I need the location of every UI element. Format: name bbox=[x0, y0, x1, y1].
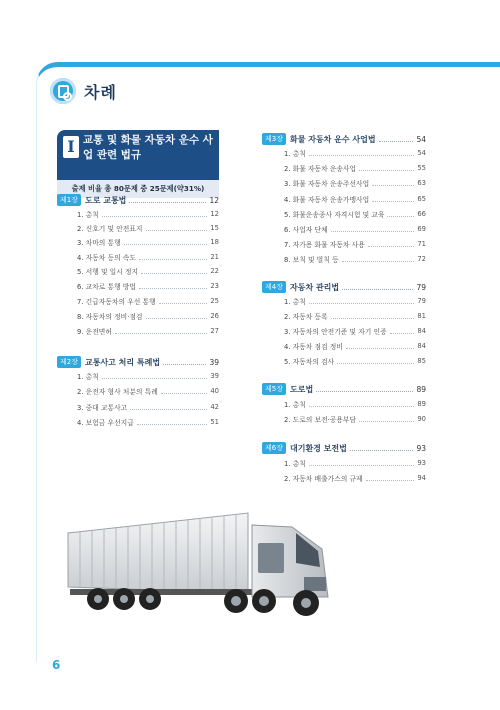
entry-page: 94 bbox=[417, 474, 426, 482]
entry-title: 7. 긴급자동차의 우선 통행 bbox=[77, 298, 156, 306]
entry-title: 1. 총칙 bbox=[77, 211, 99, 219]
entry-title: 3. 화물 자동차 운송주선사업 bbox=[284, 180, 370, 188]
entry-page: 69 bbox=[417, 225, 426, 233]
entry-page: 89 bbox=[417, 400, 426, 408]
leader-dots bbox=[346, 348, 414, 349]
part-subtitle: 출제 비율 총 80문제 중 25문제(약31%) bbox=[57, 180, 219, 198]
toc-entry[interactable] bbox=[77, 296, 219, 306]
toc-entry[interactable] bbox=[284, 326, 426, 336]
leader-dots bbox=[342, 289, 413, 290]
entry-page: 63 bbox=[417, 179, 426, 187]
entry-page: 66 bbox=[417, 210, 426, 218]
toc-entry[interactable] bbox=[284, 194, 426, 204]
entry-page: 18 bbox=[210, 238, 219, 246]
leader-dots bbox=[331, 318, 415, 319]
toc-title: 차례 bbox=[84, 82, 117, 102]
part-number: I bbox=[63, 136, 79, 158]
chapter-page: 12 bbox=[209, 195, 219, 205]
part-heading bbox=[57, 130, 219, 180]
toc-entry[interactable] bbox=[77, 311, 219, 321]
leader-dots bbox=[372, 201, 414, 202]
leader-dots bbox=[366, 480, 415, 481]
chapter-4[interactable] bbox=[262, 281, 426, 293]
leader-dots bbox=[342, 261, 415, 262]
toc-entry[interactable] bbox=[284, 209, 426, 219]
toc-entry[interactable] bbox=[77, 281, 219, 291]
entry-title: 2. 자동차 등록 bbox=[284, 313, 328, 321]
entry-title: 2. 도로의 보전·공용부담 bbox=[284, 416, 357, 424]
entry-title: 4. 자동차 등의 속도 bbox=[77, 254, 136, 262]
toc-entry[interactable] bbox=[77, 402, 219, 412]
leader-dots bbox=[331, 231, 415, 232]
leader-dots bbox=[372, 185, 414, 186]
leader-dots bbox=[309, 406, 415, 407]
entry-title: 2. 운전자 형사 처분의 특례 bbox=[77, 388, 158, 396]
toc-entry[interactable] bbox=[284, 311, 426, 321]
entry-title: 8. 자동차의 정비·점검 bbox=[77, 313, 143, 321]
leader-dots bbox=[316, 391, 413, 392]
entry-title: 8. 보칙 및 벌칙 등 bbox=[284, 256, 339, 264]
document-search-icon bbox=[50, 78, 76, 104]
entry-title: 1. 총칙 bbox=[77, 373, 99, 381]
entry-page: 55 bbox=[417, 164, 426, 172]
entry-page: 90 bbox=[417, 415, 426, 423]
entry-page: 22 bbox=[210, 267, 219, 275]
entry-title: 5. 서행 및 일시 정지 bbox=[77, 268, 139, 276]
chapter-title: 도로 교통법 bbox=[84, 195, 127, 205]
toc-header bbox=[50, 78, 117, 104]
entry-page: 12 bbox=[210, 210, 219, 218]
toc-entry[interactable] bbox=[284, 163, 426, 173]
entry-title: 3. 차마의 통행 bbox=[77, 239, 121, 247]
entry-page: 71 bbox=[417, 240, 426, 248]
toc-entry[interactable] bbox=[284, 224, 426, 234]
toc-entry[interactable] bbox=[284, 239, 426, 249]
leader-dots bbox=[146, 230, 208, 231]
toc-entry[interactable] bbox=[284, 356, 426, 366]
leader-dots bbox=[141, 273, 207, 274]
entry-title: 3. 중대 교통사고 bbox=[77, 404, 128, 412]
entry-title: 5. 자동차의 검사 bbox=[284, 358, 335, 366]
entry-page: 42 bbox=[210, 403, 219, 411]
toc-entry[interactable] bbox=[77, 209, 219, 219]
leader-dots bbox=[350, 450, 414, 451]
leader-dots bbox=[159, 303, 208, 304]
toc-entry[interactable] bbox=[77, 252, 219, 262]
chapter-1[interactable] bbox=[57, 194, 219, 206]
entry-title: 9. 운전면허 bbox=[77, 328, 112, 336]
leader-dots bbox=[115, 333, 207, 334]
entry-page: 84 bbox=[417, 342, 426, 350]
toc-entry[interactable] bbox=[284, 296, 426, 306]
toc-entry[interactable] bbox=[284, 473, 426, 483]
chapter-page: 89 bbox=[416, 384, 426, 394]
leader-dots bbox=[129, 202, 206, 203]
toc-entry[interactable] bbox=[284, 254, 426, 264]
entry-title: 5. 화물운송종사 자격시험 및 교육 bbox=[284, 211, 385, 219]
entry-title: 7. 자가용 화물 자동차 사용 bbox=[284, 241, 365, 249]
entry-page: 27 bbox=[210, 327, 219, 335]
entry-title: 2. 화물 자동차 운송사업 bbox=[284, 165, 357, 173]
leader-dots bbox=[124, 244, 208, 245]
entry-title: 1. 총칙 bbox=[284, 401, 306, 409]
entry-title: 3. 자동차의 안전기준 및 자기 인증 bbox=[284, 328, 387, 336]
chapter-page: 79 bbox=[416, 282, 426, 292]
toc-entry[interactable] bbox=[284, 458, 426, 468]
entry-page: 81 bbox=[417, 312, 426, 320]
entry-page: 15 bbox=[210, 224, 219, 232]
leader-dots bbox=[359, 170, 414, 171]
entry-page: 51 bbox=[210, 418, 219, 426]
toc-entry[interactable] bbox=[77, 371, 219, 381]
entry-page: 85 bbox=[417, 357, 426, 365]
entry-page: 84 bbox=[417, 327, 426, 335]
leader-dots bbox=[337, 363, 414, 364]
part-title: 교통 및 화물 자동차 운수 사업 관련 법규 bbox=[83, 134, 213, 161]
entry-page: 21 bbox=[210, 253, 219, 261]
chapter-badge: 제2장 bbox=[57, 356, 81, 368]
entry-title: 6. 사업자 단체 bbox=[284, 226, 328, 234]
chapter-page: 39 bbox=[209, 357, 219, 367]
leader-dots bbox=[390, 333, 415, 334]
toc-entry[interactable] bbox=[77, 266, 219, 276]
entry-title: 2. 자동차 배출가스의 규제 bbox=[284, 475, 363, 483]
chapter-title: 화물 자동차 운수 사업법 bbox=[289, 134, 376, 144]
toc-entry[interactable] bbox=[77, 417, 219, 427]
entry-page: 40 bbox=[210, 387, 219, 395]
leader-dots bbox=[102, 216, 208, 217]
toc-entry[interactable] bbox=[77, 386, 219, 396]
leader-dots bbox=[309, 155, 415, 156]
entry-page: 79 bbox=[417, 297, 426, 305]
entry-page: 54 bbox=[417, 149, 426, 157]
entry-title: 2. 신호기 및 안전표지 bbox=[77, 225, 143, 233]
chapter-badge: 제4장 bbox=[262, 281, 286, 293]
entry-page: 26 bbox=[210, 312, 219, 320]
leader-dots bbox=[163, 364, 206, 365]
chapter-5[interactable] bbox=[262, 383, 426, 395]
chapter-badge: 제5장 bbox=[262, 383, 286, 395]
entry-title: 4. 보험금 우선지급 bbox=[77, 419, 134, 427]
chapter-title: 교통사고 처리 특례법 bbox=[84, 357, 161, 367]
entry-page: 23 bbox=[210, 282, 219, 290]
chapter-2[interactable] bbox=[57, 356, 219, 368]
entry-page: 65 bbox=[417, 195, 426, 203]
leader-dots bbox=[368, 246, 415, 247]
entry-page: 93 bbox=[417, 459, 426, 467]
leader-dots bbox=[387, 216, 414, 217]
toc-entry[interactable] bbox=[284, 341, 426, 351]
entry-title: 4. 화물 자동차 운송가맹사업 bbox=[284, 196, 370, 204]
chapter-3[interactable] bbox=[262, 133, 426, 145]
leader-dots bbox=[102, 378, 208, 379]
toc-entry[interactable] bbox=[284, 399, 426, 409]
toc-entry[interactable] bbox=[284, 148, 426, 158]
leader-dots bbox=[359, 421, 414, 422]
toc-entry[interactable] bbox=[284, 414, 426, 424]
chapter-title: 자동차 관리법 bbox=[289, 282, 340, 292]
chapter-page: 93 bbox=[416, 443, 426, 453]
toc-entry[interactable] bbox=[77, 237, 219, 247]
top-bar bbox=[0, 0, 500, 8]
leader-dots bbox=[161, 393, 208, 394]
toc-entry[interactable] bbox=[284, 178, 426, 188]
entry-page: 39 bbox=[210, 372, 219, 380]
chapter-title: 대기환경 보전법 bbox=[289, 443, 347, 453]
entry-title: 4. 자동차 점검 정비 bbox=[284, 343, 343, 351]
leader-dots bbox=[309, 303, 415, 304]
chapter-6[interactable] bbox=[262, 442, 426, 454]
leader-dots bbox=[146, 318, 208, 319]
entry-page: 72 bbox=[417, 255, 426, 263]
entry-page: 25 bbox=[210, 297, 219, 305]
chapter-badge: 제3장 bbox=[262, 133, 286, 145]
chapter-page: 54 bbox=[416, 134, 426, 144]
leader-dots bbox=[139, 288, 207, 289]
leader-dots bbox=[130, 409, 207, 410]
toc-entry[interactable] bbox=[77, 223, 219, 233]
entry-title: 1. 총칙 bbox=[284, 298, 306, 306]
chapter-badge: 제6장 bbox=[262, 442, 286, 454]
entry-title: 6. 교차로 통행 방법 bbox=[77, 283, 136, 291]
truck-illustration bbox=[60, 505, 390, 630]
leader-dots bbox=[137, 424, 208, 425]
chapter-badge: 제1장 bbox=[57, 194, 81, 206]
leader-dots bbox=[379, 141, 414, 142]
leader-dots bbox=[309, 465, 415, 466]
chapter-title: 도로법 bbox=[289, 384, 314, 394]
entry-title: 1. 총칙 bbox=[284, 460, 306, 468]
leader-dots bbox=[139, 259, 207, 260]
entry-title: 1. 총칙 bbox=[284, 150, 306, 158]
toc-entry[interactable] bbox=[77, 326, 219, 336]
page-number: 6 bbox=[52, 658, 61, 672]
